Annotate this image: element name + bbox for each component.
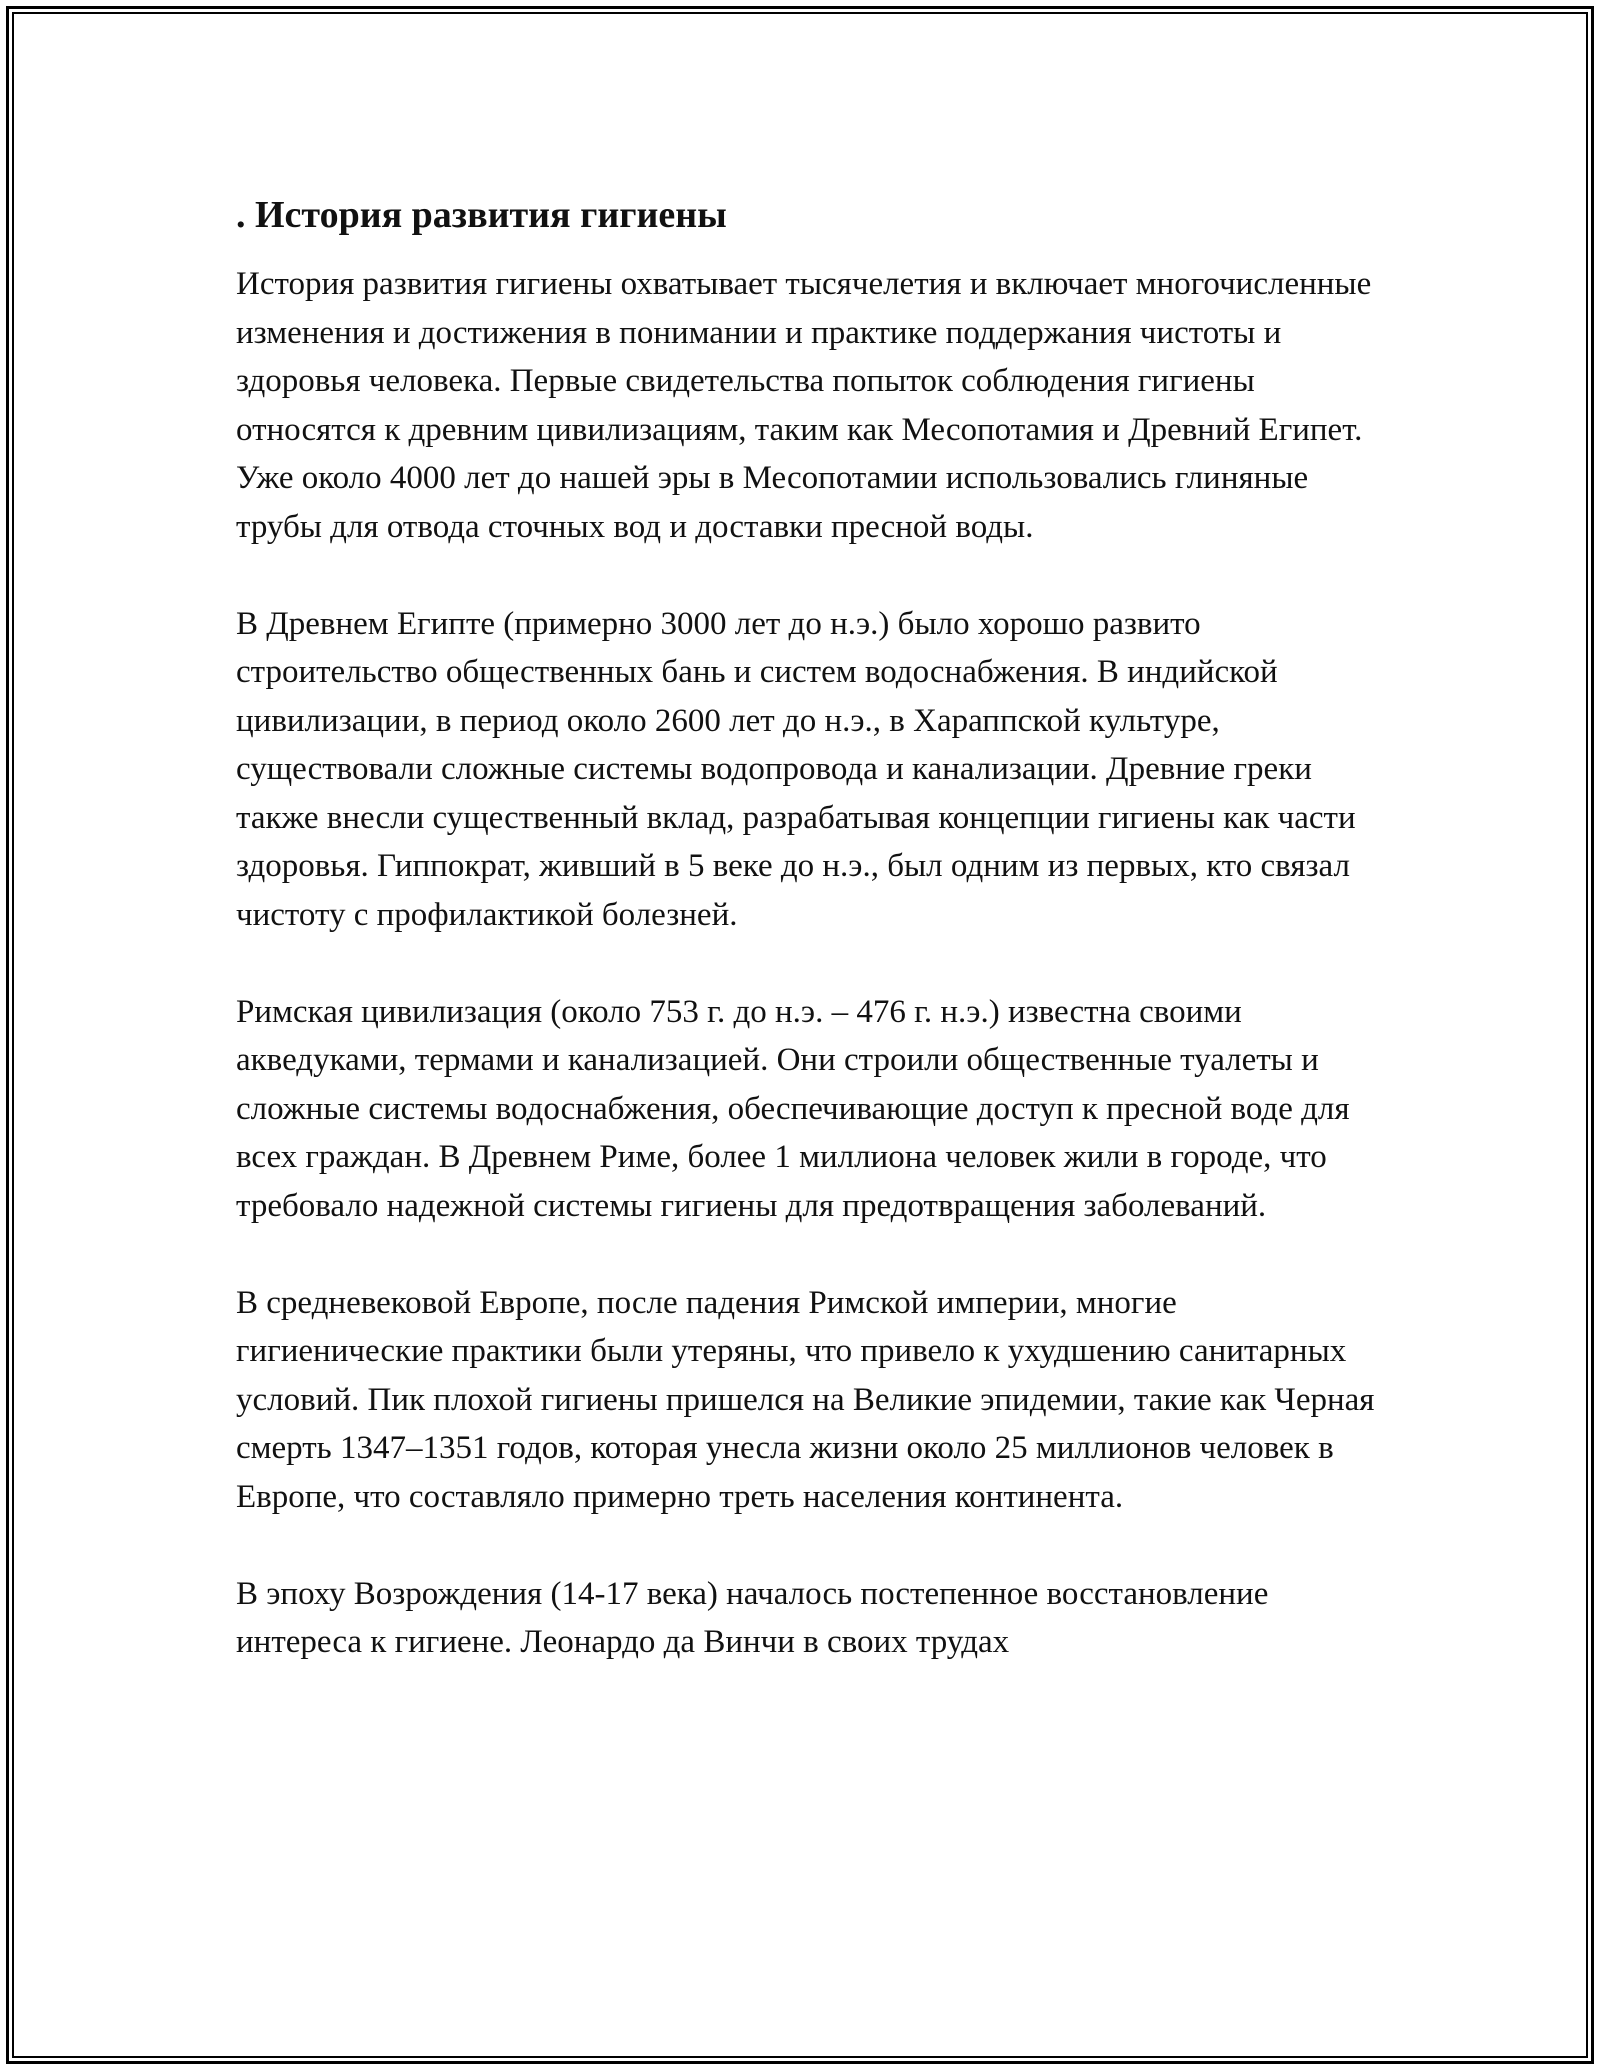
document-body bbox=[236, 192, 1376, 1715]
paragraph-rome: Римская цивилизация (около 753 г. до н.э. – 476 г. н.э.) известна своими акведуками, термами и канализацией. Они строили общественные туалеты и сложные системы водоснабжения, обеспечивающие доступ к пресной воде для всех граждан. В Древнем Риме, более 1 миллиона человек жили в городе, что требовало надежной системы гигиены для предотвращения заболеваний. bbox=[236, 993, 1350, 1224]
section-heading: . История развития гигиены bbox=[236, 194, 727, 236]
paragraph-egypt-india-greece: В Древнем Египте (примерно 3000 лет до н.э.) было хорошо развито строительство общественных бань и систем водоснабжения. В индийской цивилизации, в период около 2600 лет до н.э., в Хараппской культуре, существовали сложные системы водопровода и канализации. Древние греки также внесли существенный вклад, разрабатывая концепции гигиены как части здоровья. Гиппократ, живший в 5 веке до н.э., был одним из первых, кто связал чистоту с профилактикой болезней. bbox=[236, 605, 1356, 933]
paragraph-medieval-europe: В средневековой Европе, после падения Римской империи, многие гигиенические практики были утеряны, что привело к ухудшению санитарных условий. Пик плохой гигиены пришелся на Великие эпидемии, такие как Черная смерть 1347–1351 годов, которая унесла жизни около 25 миллионов человек в Европе, что составляло примерно треть населения континента. bbox=[236, 1284, 1375, 1515]
paragraph-mesopotamia: История развития гигиены охватывает тысячелетия и включает многочисленные изменения и достижения в понимании и практике поддержания чистоты и здоровья человека. Первые свидетельства попыток соблюдения гигиены относятся к древним цивилизациям, таким как Месопотамия и Древний Египет. Уже около 4000 лет до нашей эры в Месопотамии использовались глиняные трубы для отвода сточных вод и доставки пресной воды. bbox=[236, 266, 1372, 545]
paragraph-renaissance: В эпоху Возрождения (14-17 века) началось постепенное восстановление интереса к гигиене. Леонардо да Винчи в своих трудах bbox=[236, 1575, 1269, 1660]
